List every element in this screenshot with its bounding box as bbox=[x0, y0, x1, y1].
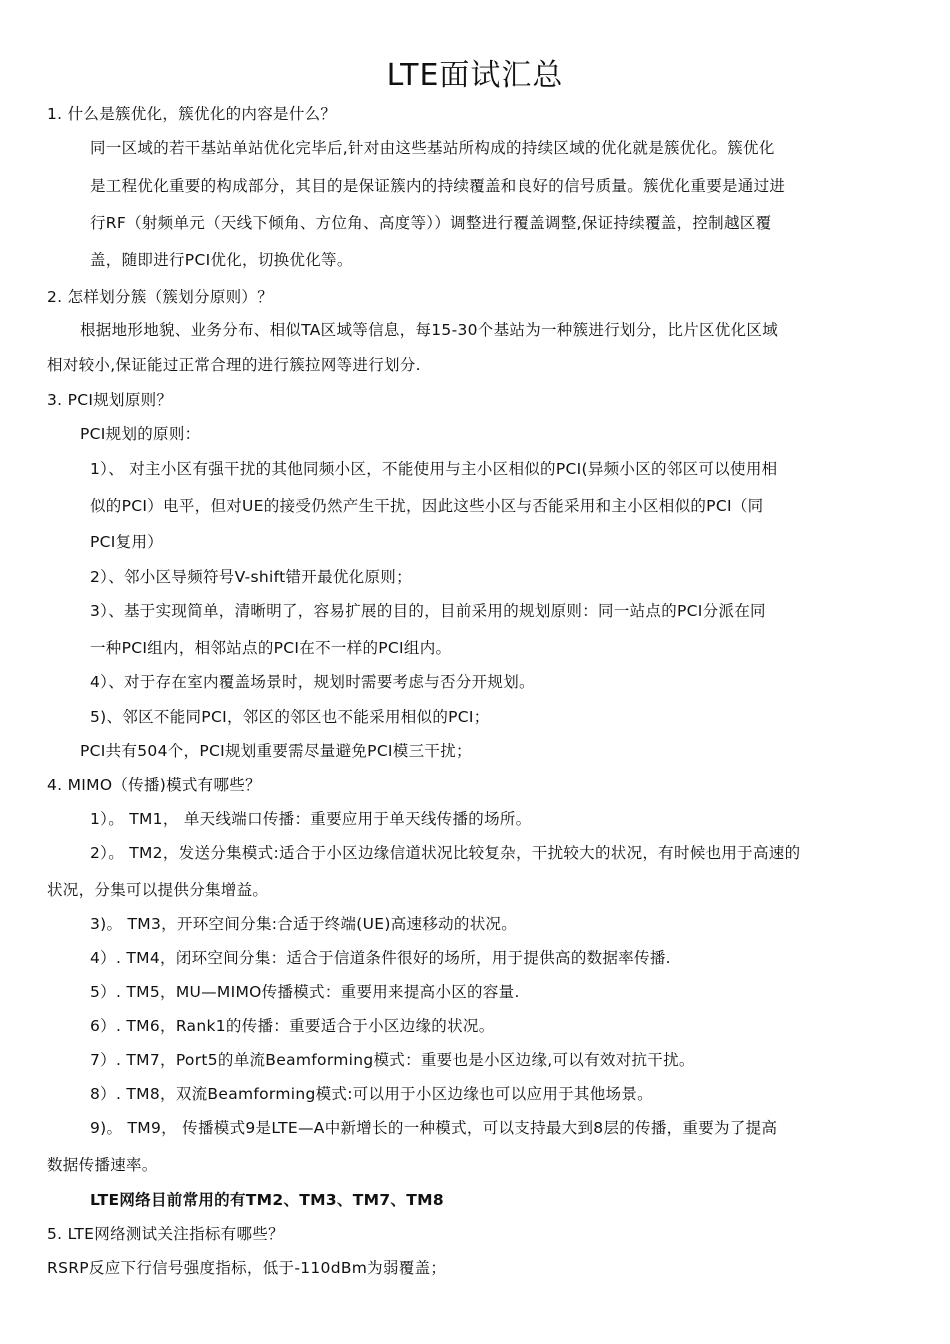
list-item: 3）、基于实现简单，清晰明了，容易扩展的目的，目前采用的规划原则：同一站点的PCI分派在同 bbox=[90, 602, 766, 620]
paragraph-line: 一种PCI组内，相邻站点的PCI在不一样的PCI组内。 bbox=[90, 639, 452, 657]
list-item: 7）. TM7，Port5的单流Beamforming模式：重要也是小区边缘,可以有效对抗干扰。 bbox=[90, 1051, 695, 1069]
list-item: 5)、邻区不能同PCI，邻区的邻区也不能采用相似的PCI； bbox=[90, 708, 490, 726]
question-2: 2. 怎样划分簇（簇划分原则）？ bbox=[47, 288, 274, 306]
list-item: 4）、对于存在室内覆盖场景时，规划时需要考虑与否分开规划。 bbox=[90, 673, 535, 691]
list-item: 5）. TM5，MU—MIMO传播模式：重要用来提高小区的容量. bbox=[90, 983, 520, 1001]
list-item: 1）、 对主小区有强干扰的其他同频小区，不能使用与主小区相似的PCI(异频小区的邻区可以使用相 bbox=[90, 460, 778, 478]
paragraph-line: 状况，分集可以提供分集增益。 bbox=[47, 881, 269, 899]
list-item: 6）. TM6，Rank1的传播：重要适合于小区边缘的状况。 bbox=[90, 1017, 495, 1035]
list-item: 2）。 TM2，发送分集模式:适合于小区边缘信道状况比较复杂，干扰较大的状况，有时候也用于高速的 bbox=[90, 844, 801, 862]
question-1: 1. 什么是簇优化，簇优化的内容是什么？ bbox=[47, 105, 337, 123]
question-4: 4. MIMO（传播)模式有哪些？ bbox=[47, 776, 261, 794]
paragraph-line: 同一区域的若干基站单站优化完毕后,针对由这些基站所构成的持续区域的优化就是簇优化。簇优化 bbox=[90, 139, 775, 157]
list-item: 2）、邻小区导频符号V-shift错开最优化原则； bbox=[90, 568, 412, 586]
paragraph-line: PCI复用） bbox=[90, 533, 164, 551]
list-item: 9)。 TM9， 传播模式9是LTE—A中新增长的一种模式，可以支持最大到8层的传播，重要为了提高 bbox=[90, 1119, 778, 1137]
paragraph-line: 数据传播速率。 bbox=[47, 1156, 158, 1174]
question-3: 3. PCI规划原则？ bbox=[47, 391, 173, 409]
list-item: 4）. TM4，闭环空间分集：适合于信道条件很好的场所，用于提供高的数据率传播. bbox=[90, 949, 671, 967]
paragraph-line: PCI规划的原则： bbox=[80, 425, 201, 443]
paragraph-line: 似的PCI）电平，但对UE的接受仍然产生干扰，因此这些小区与否能采用和主小区相似的PCI（同 bbox=[90, 497, 764, 515]
paragraph-line: RSRP反应下行信号强度指标，低于-110dBm为弱覆盖； bbox=[47, 1259, 447, 1277]
paragraph-line: 相对较小,保证能过正常合理的进行簇拉网等进行划分. bbox=[47, 356, 421, 374]
question-5: 5. LTE网络测试关注指标有哪些？ bbox=[47, 1225, 284, 1243]
page-title: LTE面试汇总 bbox=[386, 58, 564, 93]
list-item: 3)。 TM3，开环空间分集:合适于终端(UE)高速移动的状况。 bbox=[90, 915, 518, 933]
list-item: 8）. TM8，双流Beamforming模式:可以用于小区边缘也可以应用于其他场景。 bbox=[90, 1085, 653, 1103]
bold-summary: LTE网络目前常用的有TM2、TM3、TM7、TM8 bbox=[90, 1191, 444, 1209]
list-item: 1）。 TM1， 单天线端口传播：重要应用于单天线传播的场所。 bbox=[90, 810, 532, 828]
paragraph-line: 是工程优化重要的构成部分，其目的是保证簇内的持续覆盖和良好的信号质量。簇优化重要是通过进 bbox=[90, 177, 786, 195]
paragraph-line: PCI共有504个，PCI规划重要需尽量避免PCI模三干扰； bbox=[80, 742, 472, 760]
paragraph-line: 行RF（射频单元（天线下倾角、方位角、高度等））调整进行覆盖调整,保证持续覆盖，控制越区覆 bbox=[90, 214, 772, 232]
paragraph-line: 根据地形地貌、业务分布、相似TA区域等信息，每15-30个基站为一种簇进行划分，比片区优化区域 bbox=[80, 321, 779, 339]
paragraph-line: 盖，随即进行PCI优化，切换优化等。 bbox=[90, 251, 353, 269]
